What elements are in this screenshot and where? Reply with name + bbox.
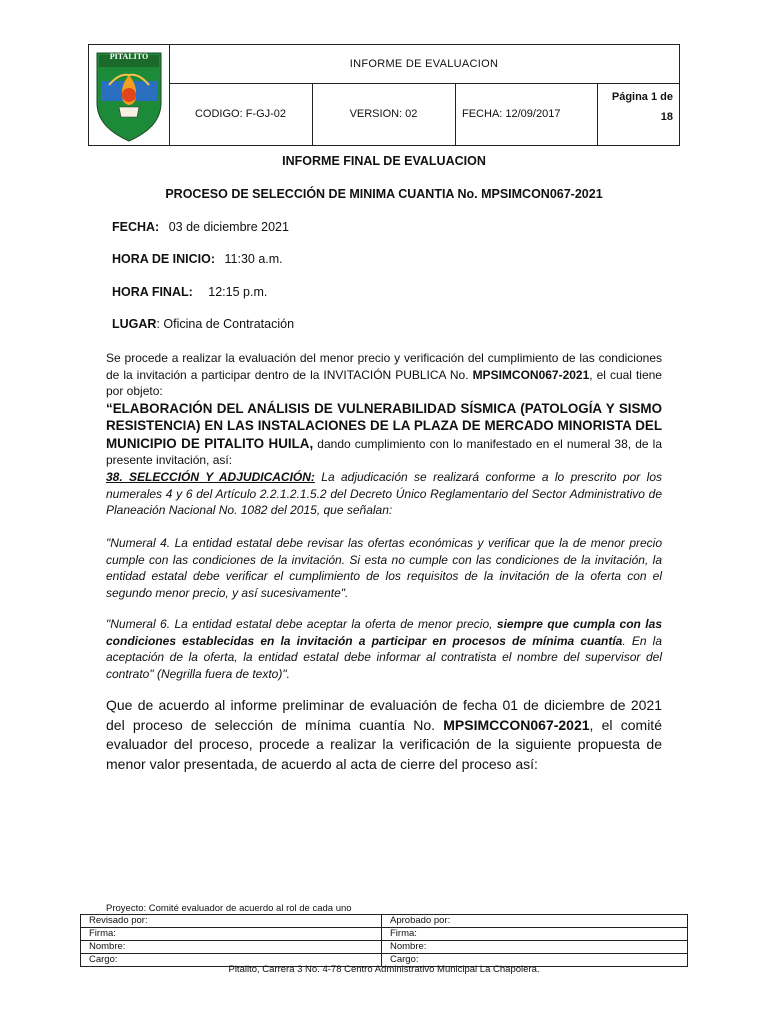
paragraph-intro: [106, 350, 662, 469]
header-version: VERSION: 02: [312, 83, 456, 145]
footer-cargo-right: Cargo:: [390, 954, 419, 965]
field-hora-final-label: HORA FINAL:: [112, 285, 193, 299]
field-lugar: [112, 317, 294, 331]
paragraph-seleccion-text: La adjudicación se realizará conforme a lo prescrito por los numerales 4 y 6 del Artículo 2.2.1.2.1.5.2 del Decreto Único Reglamentario del Sector Administrativo de Planeación Nacional No. 1082 del 2015, que señalan:: [106, 470, 662, 517]
paragraph-intro-text: Se procede a realizar la evaluación del menor precio y verificación del cumplimiento de las condiciones de la invitación a participar dentro de la INVITACIÓN PUBLICA No.: [106, 351, 662, 382]
document-title: INFORME FINAL DE EVALUACION: [282, 154, 486, 168]
logo-cell: [89, 45, 170, 145]
header-codigo: CODIGO: F-GJ-02: [169, 83, 313, 145]
field-fecha-value: 03 de diciembre 2021: [168, 220, 289, 234]
header-pagina-line2: 18: [660, 111, 673, 123]
paragraph-numeral-6-bold: siempre que cumpla con las condiciones establecidas en la invitación a participar en procesos de mínima cuantía: [106, 617, 662, 648]
footer-address: Pitalito, Carrera 3 No. 4-78 Centro Administrativo Municipal La Chapolera.: [228, 964, 540, 975]
field-hora-inicio: [112, 252, 283, 266]
field-hora-inicio-value: 11:30 a.m.: [224, 252, 283, 266]
footer-aprobado: Aprobado por:: [390, 915, 451, 926]
header-pagina-line1: Página 1 de: [611, 91, 673, 103]
footer-proyecto: Proyecto: Comité evaluador de acuerdo al rol de cada uno: [106, 903, 352, 914]
paragraph-conclusion-text: Que de acuerdo al informe preliminar de evaluación de fecha 01 de diciembre de 2021 del proceso de selección de mínima cuantía No.: [106, 697, 662, 733]
document-header-table: [88, 44, 680, 146]
field-lugar-label: LUGAR: [112, 317, 157, 331]
field-hora-final: [112, 285, 267, 299]
field-lugar-value: : Oficina de Contratación: [156, 317, 295, 331]
process-code: MPSIMCON067-2021: [472, 367, 590, 382]
paragraph-numeral-6-text: "Numeral 6. La entidad estatal debe aceptar la oferta de menor precio,: [106, 617, 497, 631]
header-pagina: [598, 83, 679, 145]
paragraph-intro-text-2: , el cual tiene por objeto:: [106, 367, 662, 398]
logo-text: PITALITO: [109, 52, 149, 61]
paragraph-conclusion-text-2: , el comité evaluador del proceso, procede a realizar la verificación de la siguiente propuesta de menor valor presentada, de acuerdo al acta de cierre del proceso así:: [106, 716, 662, 772]
contract-object: “ELABORACIÓN DEL ANÁLISIS DE VULNERABILIDAD SÍSMICA (PATOLOGÍA Y SISMO RESISTENCIA) EN LAS INSTALACIONES DE LA PLAZA DE MERCADO MINORISTA DEL MUNICIPIO DE PITALITO HUILA,: [106, 400, 662, 451]
footer-revisado: Revisado por:: [81, 915, 382, 927]
footer-cargo-left: Cargo:: [81, 954, 382, 966]
paragraph-numeral-6: [106, 616, 662, 682]
field-fecha: [112, 220, 289, 234]
header-fecha: FECHA: 12/09/2017: [455, 83, 598, 145]
paragraph-numeral-4: "Numeral 4. La entidad estatal debe revisar las ofertas económicas y verificar que la de menor precio cumple con las condiciones de la invitación. Si esta no cumple con las condiciones de la invitación, la entidad estatal debe verificar el cumplimiento de los requisitos de la invitación de la oferta con el segundo menor precio, y así sucesivamente".: [106, 536, 662, 600]
process-code-2: MPSIMCCON067-2021: [443, 716, 590, 733]
paragraph-conclusion: [106, 696, 662, 774]
footer-firma-left: Firma:: [81, 928, 382, 940]
footer-approval-table: [80, 914, 688, 967]
footer-nombre-right: Nombre:: [390, 941, 427, 952]
footer-row-revision: [81, 915, 687, 928]
footer-row-firma: [81, 928, 687, 941]
paragraph-seleccion: [106, 469, 662, 519]
paragraph-intro-text-3: dando cumplimiento con lo manifestado en el numeral 38, de la presente invitación, así:: [106, 436, 663, 467]
paragraph-numeral-6-text-2: . En la aceptación de la oferta, la entidad estatal debe informar al contratista el nombre del supervisor del contrato" (Negrilla fuera de texto)".: [106, 633, 662, 681]
section-38-heading: 38. SELECCIÓN Y ADJUDICACIÓN:: [106, 470, 315, 484]
field-hora-final-value: 12:15 p.m.: [208, 285, 268, 299]
footer-row-nombre: [81, 941, 687, 954]
field-hora-inicio-label: HORA DE INICIO:: [112, 252, 216, 266]
footer-nombre-left: Nombre:: [81, 941, 382, 953]
field-fecha-label: FECHA:: [112, 220, 160, 234]
document-subtitle: PROCESO DE SELECCIÓN DE MINIMA CUANTIA No. MPSIMCON067-2021: [165, 187, 603, 201]
header-title: INFORME DE EVALUACION: [169, 45, 679, 84]
footer-firma-right: Firma:: [390, 928, 417, 939]
